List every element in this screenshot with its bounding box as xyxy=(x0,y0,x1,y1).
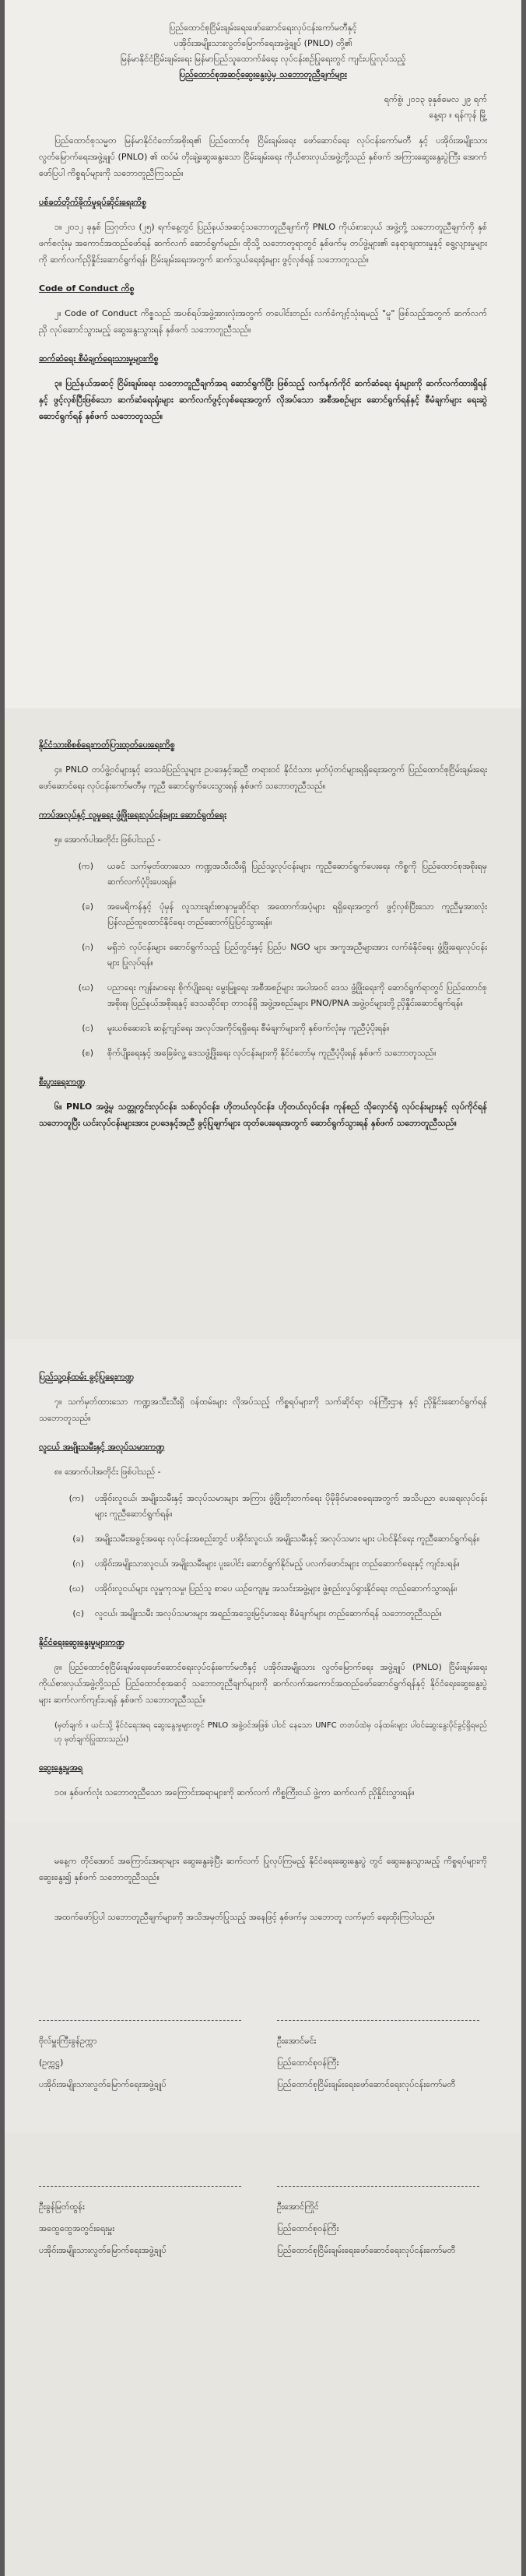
list-item: (က) ယခင် သက်မှတ်ထားသော ကဏ္ဍအသီးသီးရှိ ပြည်သူ့လုပ်ငန်းများ ကူညီဆောင်ရွက်ပေးရေး ကိစ္စကို ပြည်ထောင်စုအစိုးရမှ ဆက်လက်ပံ့ပိုးပေးရန်။ xyxy=(78,861,487,887)
list-item: (င) မူးယစ်ဆေးဝါး ဆန့်ကျင်ရေး အလုပ်အကိုင်ရရှိရေး စီမံချက်များကို နှစ်ဖက်လုံးမှ ကူညီပံ့ပိုးရန်။ xyxy=(82,1023,390,1033)
signatory-name: ဦးခွန်မြတ်ထွန်း xyxy=(39,2202,85,2212)
document-title: ပြည်ထောင်စုအဆင့်ဆွေးနွေးပွဲမှ သဘောတူညီချက်များ xyxy=(179,69,347,79)
section-heading-youth-women: လူငယ် အမျိုးသမီးနှင့် အလုပ်သမားကဏ္ဍ xyxy=(39,1442,165,1452)
list-item: (စ) စိုက်ပျိုးရေးနှင့် အခြေခံလူ့ ဒေသဖွံ့ဖြိုးရေး လုပ်ငန်းများကို နိုင်ငံတော်မှ ကူညီပံ့ပိုးရန် နှစ်ဖက် သဘောတူသည်။ xyxy=(82,1048,437,1058)
header-line-3: မြန်မာနိုင်ငံငြိမ်းချမ်းရေး မြန်မာပြည်သူထောက်ခံရေး လုပ်ငန်းစဉ်ပြုရေးတွင် ကျင်းပပြုလုပ်သည့် xyxy=(120,54,406,64)
list-item: (က) ပအိုဝ်းလူငယ်၊ အမျိုးသမီးနှင့် အလုပ်သမားများ အကြား ဖွံ့ဖြိုးတိုးတက်ရေး ပိုမိုခိုင်မာစေရေးအတွက် အသိပညာ ပေးရေးလုပ်ငန်းများ ကူညီဆောင်ရွက်ရန်။ xyxy=(68,1493,487,1519)
list-item: (ဃ) ပညာရေး ကျန်းမာရေး စိုက်ပျိုးရေး မွေးမြူရေး အစီအစဉ်များ အပါအဝင် ဒေသ ဖွံ့ဖြိုးရေးကို ဆောင်ရွက်ရာတွင် ပြည်ထောင်စုအစိုးရ၊ ပြည်နယ်အစိုးရနှင့် ဒေသဆိုင်ရာ တာဝန်ရှိ အဖွဲ့အစည်းများ PNO/PNA အဖွဲ့ဝင်များတို့ ညှိနှိုင်းဆောင်ရွက်ရန်။ xyxy=(78,982,487,1008)
signatory-role: ပြည်ထောင်စုဝန်ကြီး xyxy=(277,2223,339,2233)
section-heading-political-dialogue: နိုင်ငံရေးဆွေးနွေးမှုများကဏ္ဍ xyxy=(39,1637,125,1647)
paragraph-10: ၁၀။ နှစ်ဖက်လုံး သဘောတူညီသော အကြောင်းအရာများကို ဆက်လက် ကိစ္စကြီးငယ် ဖွဲ့ကာ ဆက်လက် ညှိနှိုင်းသွားရန်။ xyxy=(54,1787,415,1798)
document-page-4 xyxy=(5,1822,521,2133)
section-heading-development: ကာပ်အလုပ်နှင့် လူမှုရေး ဖွံ့ဖြိုးရေးလုပ်ငန်းများ ဆောင်ရွက်ရေး xyxy=(39,810,226,820)
signatory-name: ဦးအောင်ကြိုင် xyxy=(277,2202,319,2212)
section-heading-citizenship: နိုင်ငံသားစိစစ်ရေးကတ်ပြားထုတ်ပေးရေးကိစ္စ xyxy=(39,740,175,750)
section-heading-civil-service: ပြည်သူ့ဝန်ထမ်း ခွင့်ပြုရေးကဏ္ဍ xyxy=(39,1372,135,1382)
signatory-role: အထွေထွေအတွင်းရေးမှူး xyxy=(39,2223,115,2233)
signature-line xyxy=(39,2186,241,2187)
place-line: နေ့ရာ ။ ရန်ကုန် မြို့ xyxy=(429,110,487,120)
signature-line xyxy=(277,2186,479,2187)
paragraph-9-note: (မှတ်ချက် ။ ယင်းသို့ နိုင်ငံရေးအရ ဆွေးနွေးမှုများတွင် PNLO အဖွဲ့ဝင်အဖြစ် ပါဝင် နေသော UNFC တတပ်ထဲမှ ဝန်ထမ်းများ ပါဝင်ဆွေးနွေးပိုင်ခွင့်ရှိရမည်ဟု မှတ်ချက်ပြုထားသည်။) xyxy=(54,1721,487,1744)
signatory-role: (ဥက္ကဋ္ဌ) xyxy=(39,2058,64,2068)
list-item: (ဃ) ပအိုဝ်းလူငယ်များ လူမှုကုသမှု၊ ပြည်သူ စာပေ ယဉ်ကျေးမှု အသင်းအဖွဲ့များ ဖွဲ့စည်းလှုပ်ရှားနိုင်ရေး တည်ဆောက်သွားရန်။ xyxy=(68,1583,458,1594)
signature-line xyxy=(277,2020,479,2021)
section-heading-economy: စီးပွားရေးကဏ္ဍ xyxy=(39,1077,86,1087)
date-line: ရက်စွဲ၊ ၂၀၁၃ ခုနှစ်မေလ ၂၉ ရက် xyxy=(384,94,487,104)
paragraph-8: ၈။ အောက်ပါအတိုင်း ဖြစ်ပါသည် - xyxy=(54,1467,161,1477)
section-heading-ceasefire: ပစ်ခတ်တိုက်ခိုက်မှုရပ်ဆိုင်းရေးကိစ္စ xyxy=(39,197,147,207)
section-heading-code-of-conduct: Code of Conduct ကိစ္စ xyxy=(39,283,135,293)
list-item: (ခ) အမေရိကန်နှင့် ပုံမှန် လူသားချင်းစာနာမှုဆိုင်ရာ အထောက်အပံ့များ ရရှိရေးအတွက် ဖွင့်လှစ်ပြီးသော ကူညီမှုအားလုံး ပြန်လည်ထူထောင်နိုင်ရေး တည်ဆောက်ပြုပြင်သွားရန်။ xyxy=(82,901,487,927)
list-item: (ဂ) ပအိုဝ်းအမျိုးသားလူငယ်၊ အမျိုးသမီးများ ပူးပေါင်း ဆောင်ရွက်နိုင်မည့် ပလက်ဖောင်းများ တည်ဆောက်ရေးနှင့် ကျင်းပရန်။ xyxy=(72,1559,460,1569)
intro-paragraph: ပြည်ထောင်စုသမ္မတ မြန်မာနိုင်ငံတော်အစိုးရ၏ ပြည်ထောင်စု ငြိမ်းချမ်းရေး ဖော်ဆောင်ရေး လုပ်ငန်းကော်မတီ နှင့် ပအိုဝ်းအမျိုးသားလွတ်မြောက်ရေးအဖွဲ့ချုပ် (PNLO) ၏ ထပ်မံ တိုးချဲ့ဆွေးနွေးသော ငြိမ်းချမ်းရေး ကိုယ်စားလှယ်အဖွဲ့တို့သည် နှစ်ဖက် အကြားဆွေးနွေးပွဲကြီး အောက်ဖော်ပြပါ ကိစ္စရပ်များကို သဘောတူညီကြသည်။ xyxy=(39,135,487,178)
list-item: (ခ) အမျိုးသမီးအခွင့်အရေး လုပ်ငန်းအစည်းတွင် ပအိုဝ်းလူငယ်၊ အမျိုးသမီးနှင့် အလုပ်သမား များ ပါဝင်နိုင်ရေး ကူညီဆောင်ရွက်ရန်။ xyxy=(72,1534,480,1544)
paragraph-6: ၆။ PNLO အဖွဲ့မှ သတ္တုတွင်းလုပ်ငန်း၊ သစ်လုပ်ငန်း၊ ဟိုတယ်လုပ်ငန်း၊ ဟိုတယ်လုပ်ငန်း၊ ကုန်စည် သိုလှောင်ရုံ လုပ်ငန်းများနှင့် လုပ်ကိုင်ရန် သဘောတူပြီး ယင်းလုပ်ငန်းများအား ဥပဒေနှင့်အညီ ခွင့်ပြုချက်များ ထုတ်ပေးရေးအတွက် ဆောင်ရွက်သွားရန် နှစ်ဖက် သဘောတူညီသည်။ xyxy=(39,1102,487,1128)
document-page-1 xyxy=(5,0,521,708)
closing-paragraph-1: မနေ့က တိုင်အောင် အကြောင်းအရာများ ဆွေးနွေးခဲ့ပြီး ဆက်လက် ပြုလုပ်ကြမည့် နိုင်ငံရေးဆွေးနွေးပွဲ တွင် ဆွေးနွေးသွားမည့် ကိစ္စရပ်များကို ဆွေးနွေး၍ နှစ်ဖက် သဘောတူညီသည်။ xyxy=(39,1856,487,1882)
paragraph-3: ၃။ ပြည်နယ်အဆင့် ငြိမ်းချမ်းရေး သဘောတူညီချက်အရ ဆောင်ရွက်ပြီး ဖြစ်သည့် လက်နက်ကိုင် ဆက်ဆံရေး ရုံးများကို ဆက်လက်ထားရှိရန်နှင့် ဖွင့်လှစ်ပြီးဖြစ်သော ဆက်ဆံရေးရုံးများ ဆက်လက်ဖွင့်လှစ်ရေးအတွက် လိုအပ်သော အစီအစဉ်များ ဆောင်ရွက်ရန်နှင့် စီမံချက်များ ရေးဆွဲ ဆောင်ရွက်ရန် နှစ်ဖက် သဘောတူသည်။ xyxy=(39,378,487,421)
signatory-organization: ပအိုဝ်းအမျိုးသားလွတ်မြောက်ရေးအဖွဲ့ချုပ် xyxy=(39,2079,167,2089)
document-page-2 xyxy=(5,708,521,1339)
paragraph-7: ၇။ သက်မှတ်ထားသော ကဏ္ဍအသီးသီးရှိ ဝန်ထမ်းများ လိုအပ်သည့် ကိစ္စရပ်များကို သက်ဆိုင်ရာ ဝန်ကြီးဌာန နှင့် ညှိနှိုင်းဆောင်ရွက်ရန် သဘောတူသည်။ xyxy=(39,1397,487,1423)
section-heading-discussion: ဆွေးနွေးမှုအရ xyxy=(39,1762,83,1773)
paragraph-4: ၄။ PNLO တပ်ဖွဲ့ဝင်များနှင့် ဒေသခံပြည်သူများ ဥပဒေနှင့်အညီ တရားဝင် နိုင်ငံသား မှတ်ပုံတင်များရရှိရေးအတွက် ပြည်ထောင်စုငြိမ်းချမ်းရေး ဖော်ဆောင်ရေး လုပ်ငန်းကော်မတီမှ ကူညီ ဆောင်ရွက်ပေးသွားရန် နှစ်ဖက် သဘောတူညီသည်။ xyxy=(39,764,487,791)
signatory-name: ဗိုလ်မှူးကြီးခွန်ဥက္ကာ xyxy=(39,2036,97,2046)
signatory-organization: ပအိုဝ်းအမျိုးသားလွတ်မြောက်ရေးအဖွဲ့ချုပ် xyxy=(39,2245,167,2255)
signature-line xyxy=(39,2020,241,2021)
list-item: (င) လူငယ်၊ အမျိုးသမီး အလုပ်သမားများ အရည်အသွေးမြင့်မားရေး စီမံချက်များ တည်ဆောက်ရန် သဘောတူညီသည်။ xyxy=(72,1608,442,1618)
document-page-5 xyxy=(5,2133,521,2576)
paragraph-9: ၉။ ပြည်ထောင်စုငြိမ်းချမ်းရေးဖော်ဆောင်ရေးလုပ်ငန်းကော်မတီနှင့် ပအိုဝ်းအမျိုးသား လွတ်မြောက်ရေး အဖွဲ့ချုပ် (PNLO) ငြိမ်းချမ်းရေးကိုယ်စားလှယ်အဖွဲ့တို့သည် ပြည်ထောင်စုအဆင့် သဘောတူညီချက်များကို ဆက်လက်အကောင်အထည်ဖော်ဆောင်ရွက်ရန်နှင့် နိုင်ငံရေးဆွေးနွေးပွဲများ ဆက်လက်ကျင်းပရန် နှစ်ဖက် သဘောတူညီသည်။ xyxy=(39,1662,487,1705)
signature-block-pnlo-chair xyxy=(39,2020,249,2096)
signatory-role: ပြည်ထောင်စုဝန်ကြီး xyxy=(277,2058,339,2068)
signatory-name: ဦးအောင်မင်း xyxy=(277,2036,317,2046)
signature-block-pnlo-secretary xyxy=(39,2186,249,2261)
paragraph-5: ၅။ အောက်ပါအတိုင်း ဖြစ်ပါသည် - xyxy=(54,835,161,845)
section-heading-liaison: ဆက်ဆံရေး စီမံချက်ရေးသားမှုများကိစ္စ xyxy=(39,353,159,364)
signatory-organization: ပြည်ထောင်စုငြိမ်းချမ်းရေးဖော်ဆောင်ရေးလုပ်ငန်းကော်မတီ xyxy=(277,2245,456,2255)
signature-block-union-minister-2 xyxy=(277,2186,487,2261)
header-line-1: ပြည်ထောင်စုငြိမ်းချမ်းရေးဖော်ဆောင်ရေးလုပ်ငန်းကော်မတီနှင့် xyxy=(169,23,357,33)
signatory-organization: ပြည်ထောင်စုငြိမ်းချမ်းရေးဖော်ဆောင်ရေးလုပ်ငန်းကော်မတီ xyxy=(277,2079,456,2089)
header-line-2: ပအိုဝ်းအမျိုးသားလွတ်မြောက်ရေးအဖွဲ့ချုပ် (PNLO) တို့၏ xyxy=(174,38,352,48)
list-item: (ဂ) မရှိဘဲ လုပ်ငန်းများ ဆောင်ရွက်သည့် ပြည်တွင်းနှင့် ပြည်ပ NGO များ အကူအညီများအား လက်ခံနိုင်ရေး ဖွံ့ဖြိုးရေးလုပ်ငန်းများ ပြုလုပ်ရန်။ xyxy=(82,942,487,968)
paragraph-2: ၂။ Code of Conduct ကိစ္စသည် အပစ်ရပ်အဖွဲ့အားလုံးအတွက် တပေါင်းတည်း လက်ခံကျင့်သုံးရမည့် "မူ" ဖြစ်သည့်အတွက် ဆက်လက်ညှိ လုပ်ဆောင်သွားမည့် ဆွေးနွေးသွားရန် နှစ်ဖက် သဘောတူညီသည်။ xyxy=(39,308,487,335)
signature-block-union-minister xyxy=(277,2020,487,2096)
document-page-3 xyxy=(5,1339,521,1822)
paragraph-1: ၁။ ၂၀၁၂ ခုနှစ် ဩဂုတ်လ (၂၅) ရက်နေ့တွင် ပြည်နယ်အဆင့်သဘောတူညီချက်ကို PNLO ကိုယ်စားလှယ် အဖွဲ့တို့ သဘောတူညီချက်ကို နှစ်ဖက်စလုံးမှ အကောင်အထည်ဖော်ရန် ဆက်လက် ဆောင်ရွက်မည်။ ထိုသို့ သဘောတူရာတွင် နှစ်ဖက်မှ တပ်ဖွဲ့များ၏ နေရာချထားမှုနှင့် ရွေ့လျားမှုများကို ဆက်လက်ညှိနှိုင်းဆောင်ရွက်ရန်၊ ငြိမ်းချမ်းရေးအတွက် ဆက်သွယ်ရေးရုံးများ ဖွင့်လှစ်ရန် သဘောတူသည်။ xyxy=(39,222,487,265)
closing-paragraph-2: အထက်ဖော်ပြပါ သဘောတူညီချက်များကို အသိအမှတ်ပြုသည့် အနေဖြင့် နှစ်ဖက်မှ သဘောတူ လက်မှတ် ရေးထိုးကြပါသည်။ xyxy=(54,1912,435,1922)
